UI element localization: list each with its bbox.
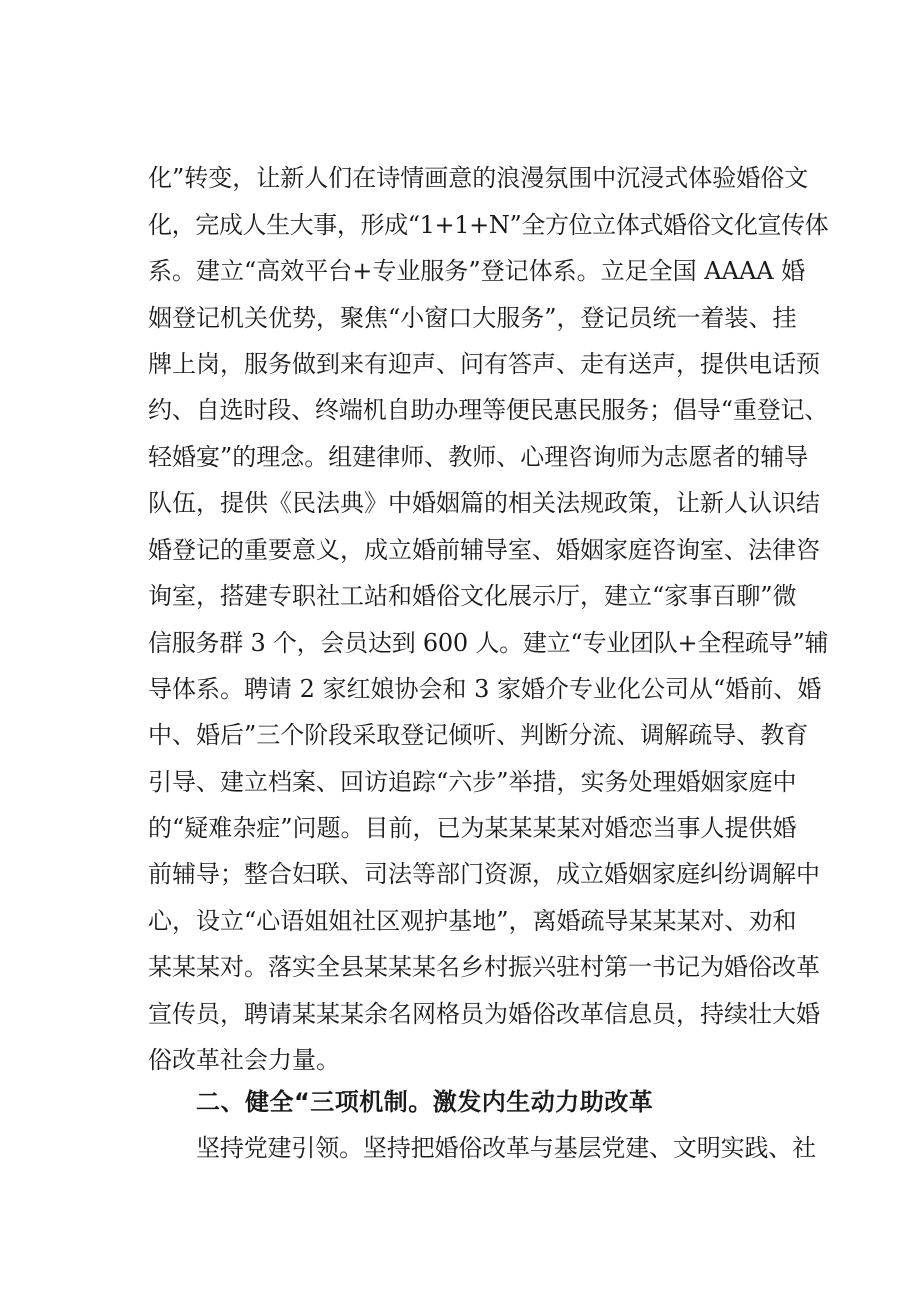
paragraph-line: 约、自选时段、终端机自助办理等便民惠民服务；倡导“重登记、 bbox=[148, 396, 829, 424]
paragraph-line: 牌上岗，服务做到来有迎声、问有答声、走有送声，提供电话预 bbox=[148, 350, 820, 378]
paragraph-line: 心，设立“心语姐姐社区观护基地”，离婚疏导某某某对、劝和 bbox=[148, 907, 797, 935]
paragraph-line: 队伍，提供《民法典》中婚姻篇的相关法规政策，让新人认识结 bbox=[148, 489, 820, 517]
paragraph-line: 宣传员，聘请某某某余名网格员为婚俗改革信息员，持续壮大婚 bbox=[148, 1000, 820, 1028]
paragraph-line: 化，完成人生大事，形成“1+1+N”全方位立体式婚俗文化宣传体 bbox=[148, 211, 829, 239]
paragraph-line: 信服务群 3 个，会员达到 600 人。建立“专业团队+全程疏导”辅 bbox=[148, 629, 829, 657]
section-heading: 二、健全“三项机制。激发内生动力助改革 bbox=[196, 1088, 654, 1116]
paragraph-line: 导体系。聘请 2 家红娘协会和 3 家婚介专业化公司从“婚前、婚 bbox=[148, 675, 822, 703]
paragraph-line: 俗改革社会力量。 bbox=[148, 1046, 340, 1074]
paragraph-line: 化”转变，让新人们在诗情画意的浪漫氛围中沉浸式体验婚俗文 bbox=[148, 164, 809, 192]
paragraph-line: 中、婚后”三个阶段采取登记倾听、判断分流、调解疏导、教育 bbox=[148, 721, 809, 749]
paragraph-line: 婚登记的重要意义，成立婚前辅导室、婚姻家庭咨询室、法律咨 bbox=[148, 536, 820, 564]
paragraph-line: 系。建立“高效平台+专业服务”登记体系。立足全国 AAAA 婚 bbox=[148, 257, 806, 285]
paragraph-line: 的“疑难杂症”问题。目前，已为某某某某对婚恋当事人提供婚 bbox=[148, 814, 797, 842]
paragraph-line: 引导、建立档案、回访追踪“六步”举措，实务处理婚姻家庭中 bbox=[148, 768, 797, 796]
paragraph-line: 某某某对。落实全县某某某名乡村振兴驻村第一书记为婚俗改革 bbox=[148, 953, 820, 981]
paragraph-line: 询室，搭建专职社工站和婚俗文化展示厅，建立“家事百聊”微 bbox=[148, 582, 797, 610]
paragraph-line: 前辅导；整合妇联、司法等部门资源，成立婚姻家庭纠纷调解中 bbox=[148, 860, 820, 888]
paragraph-first-line: 坚持党建引领。坚持把婚俗改革与基层党建、文明实践、社 bbox=[196, 1134, 816, 1162]
paragraph-line: 姻登记机关优势，聚焦“小窗口大服务”，登记员统一着装、挂 bbox=[148, 304, 797, 332]
paragraph-line: 轻婚宴”的理念。组建律师、教师、心理咨询师为志愿者的辅导 bbox=[148, 443, 809, 471]
